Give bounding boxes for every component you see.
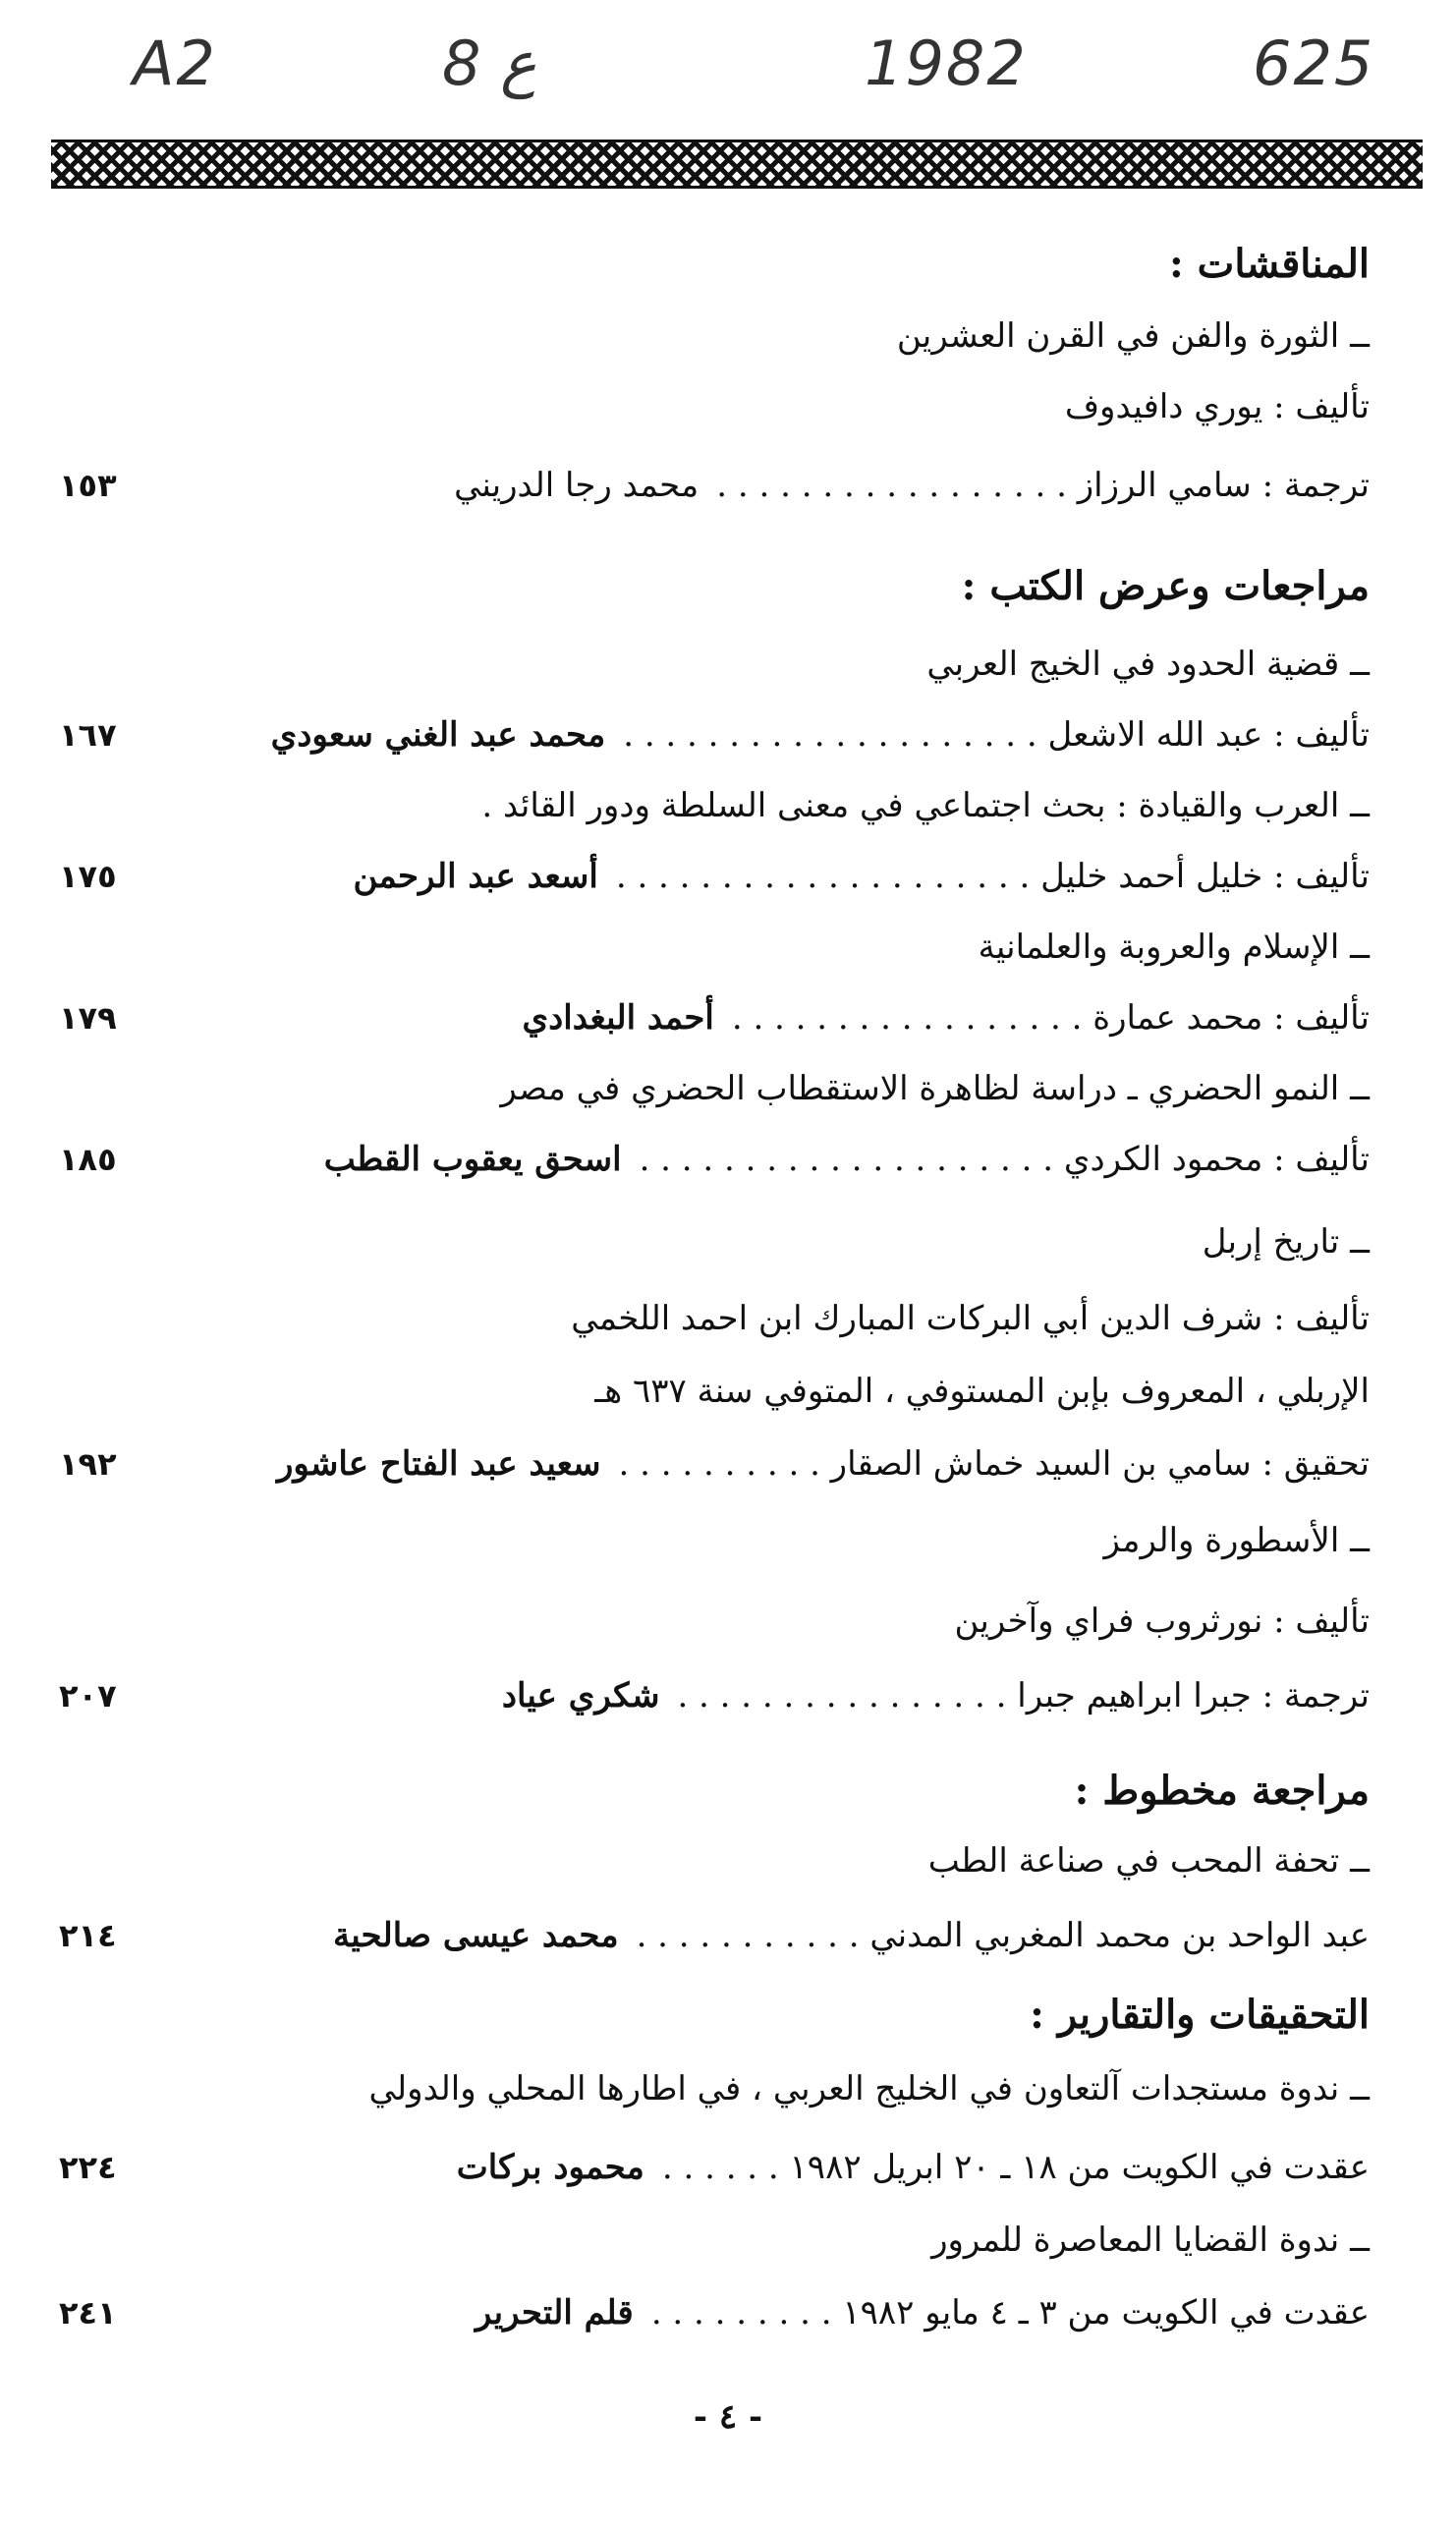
list-item [59, 307, 1370, 365]
handwritten-note-2: 8 ع [442, 28, 537, 99]
entry-detail: تأليف : عبد الله الاشعل . . . . . . . . . . . . . . . . . . . . [623, 715, 1370, 755]
list-item [59, 2138, 1370, 2197]
list-item [59, 776, 1370, 835]
entry-title: ــ قضية الحدود في الخيج العربي [926, 645, 1370, 684]
entry-author: محمد عبد الغني سعودي [270, 715, 606, 755]
list-item [59, 1666, 1370, 1725]
entry-detail: تأليف : محمود الكردي . . . . . . . . . . . . . . . . . . . . [639, 1140, 1370, 1179]
entry-detail: الإربلي ، المعروف بإبن المستوفي ، المتوفي سنة ٦٣٧ هـ [594, 1372, 1370, 1411]
entry-author: محمود بركات [456, 2148, 644, 2187]
page-number: ١٧٥ [59, 858, 117, 895]
entry-title: ــ العرب والقيادة : بحث اجتماعي في معنى السلطة ودور القائد . [481, 786, 1370, 825]
list-item [59, 918, 1370, 977]
section-heading [59, 1985, 1370, 2044]
page-number: ١٦٧ [59, 716, 117, 754]
entry-author: محمد عيسى صالحية [332, 1916, 619, 1955]
list-item [59, 705, 1370, 764]
entry-title: ــ ندوة القضايا المعاصرة للمرور [931, 2220, 1370, 2260]
entry-detail: عقدت في الكويت من ٣ ـ ٤ مايو ١٩٨٢ . . . . . . . . . [650, 2293, 1370, 2332]
entry-author: اسحق يعقوب القطب [323, 1140, 622, 1179]
section-heading [59, 1761, 1370, 1820]
entry-detail: تأليف : نورثروب فراي وآخرين [954, 1602, 1370, 1641]
page-number: ٢٤١ [59, 2294, 117, 2332]
entry-author: أحمد البغدادي [522, 998, 714, 1038]
section-heading-text: المناقشات : [1168, 240, 1370, 287]
list-item [59, 377, 1370, 436]
entry-title: ــ النمو الحضري ـ دراسة لظاهرة الاستقطاب الحضري في مصر [500, 1069, 1370, 1108]
list-item [59, 1434, 1370, 1493]
page-footer-number: - ٤ - [693, 2397, 763, 2437]
list-item [59, 847, 1370, 906]
entry-author: قلم التحرير [475, 2293, 634, 2332]
entry-detail: تحقيق : سامي بن السيد خماش الصقار . . . . . . . . . . [618, 1444, 1370, 1484]
entry-title: ــ الأسطورة والرمز [1103, 1521, 1370, 1560]
entry-detail: تأليف : محمد عمارة . . . . . . . . . . . . . . . . . [731, 998, 1370, 1038]
list-item [59, 1511, 1370, 1570]
page-number: ٢٠٧ [59, 1677, 117, 1714]
section-heading-text: مراجعة مخطوط : [1074, 1767, 1370, 1814]
list-item [59, 1362, 1370, 1421]
entry-detail: ترجمة : سامي الرزاز . . . . . . . . . . . . . . . . . [716, 466, 1370, 505]
page-number: ١٨٥ [59, 1141, 117, 1178]
list-item [59, 1906, 1370, 1965]
entry-title: ــ الثورة والفن في القرن العشرين [896, 316, 1370, 356]
entry-detail: تأليف : شرف الدين أبي البركات المبارك ابن احمد اللخمي [571, 1299, 1370, 1338]
entry-detail: ترجمة : جبرا ابراهيم جبرا . . . . . . . . . . . . . . . . [677, 1676, 1370, 1715]
handwritten-note-1: A2 [133, 28, 217, 99]
entry-title: ــ الإسلام والعروبة والعلمانية [978, 927, 1370, 967]
list-item [59, 1831, 1370, 1890]
section-heading-text: التحقيقات والتقارير : [1030, 1991, 1370, 2038]
handwritten-note-4: 625 [1253, 28, 1375, 99]
list-item [59, 456, 1370, 515]
list-item [59, 2283, 1370, 2342]
section-heading [59, 234, 1370, 293]
page-number: ٢١٤ [59, 1917, 117, 1954]
entry-title: ــ ندوة مستجدات آلتعاون في الخليج العربي ، في اطارها المحلي والدولي [368, 2069, 1370, 2108]
entry-title: ــ تحفة المحب في صناعة الطب [927, 1841, 1370, 1881]
list-item [59, 1212, 1370, 1271]
entry-author: أسعد عبد الرحمن [353, 857, 598, 896]
list-item [59, 988, 1370, 1047]
entry-author: محمد رجا الدريني [454, 466, 700, 505]
entry-detail: عقدت في الكويت من ١٨ ـ ٢٠ ابريل ١٩٨٢ . . . . . . [661, 2148, 1370, 2187]
list-item [59, 1289, 1370, 1348]
entry-author: شكري عياد [501, 1676, 660, 1715]
entry-detail: عبد الواحد بن محمد المغربي المدني . . . . . . . . . . . [636, 1916, 1370, 1955]
section-heading-text: مراجعات وعرض الكتب : [961, 562, 1370, 609]
list-item [59, 2211, 1370, 2270]
entry-detail: تأليف : خليل أحمد خليل . . . . . . . . . . . . . . . . . . . . [615, 857, 1370, 896]
list-item [59, 1592, 1370, 1651]
list-item [59, 1059, 1370, 1118]
section-heading [59, 556, 1370, 615]
page-number: ١٧٩ [59, 999, 117, 1037]
handwritten-note-3: 1982 [865, 28, 1028, 99]
list-item [59, 635, 1370, 694]
page-number: ٢٢٤ [59, 2149, 117, 2186]
entry-detail: تأليف : يوري دافيدوف [1064, 387, 1370, 426]
page-number: ١٥٣ [59, 467, 117, 504]
entry-title: ــ تاريخ إربل [1202, 1222, 1370, 1262]
list-item [59, 2059, 1370, 2118]
list-item [59, 1130, 1370, 1189]
entry-author: سعيد عبد الفتاح عاشور [276, 1444, 601, 1484]
page-number: ١٩٢ [59, 1445, 117, 1483]
